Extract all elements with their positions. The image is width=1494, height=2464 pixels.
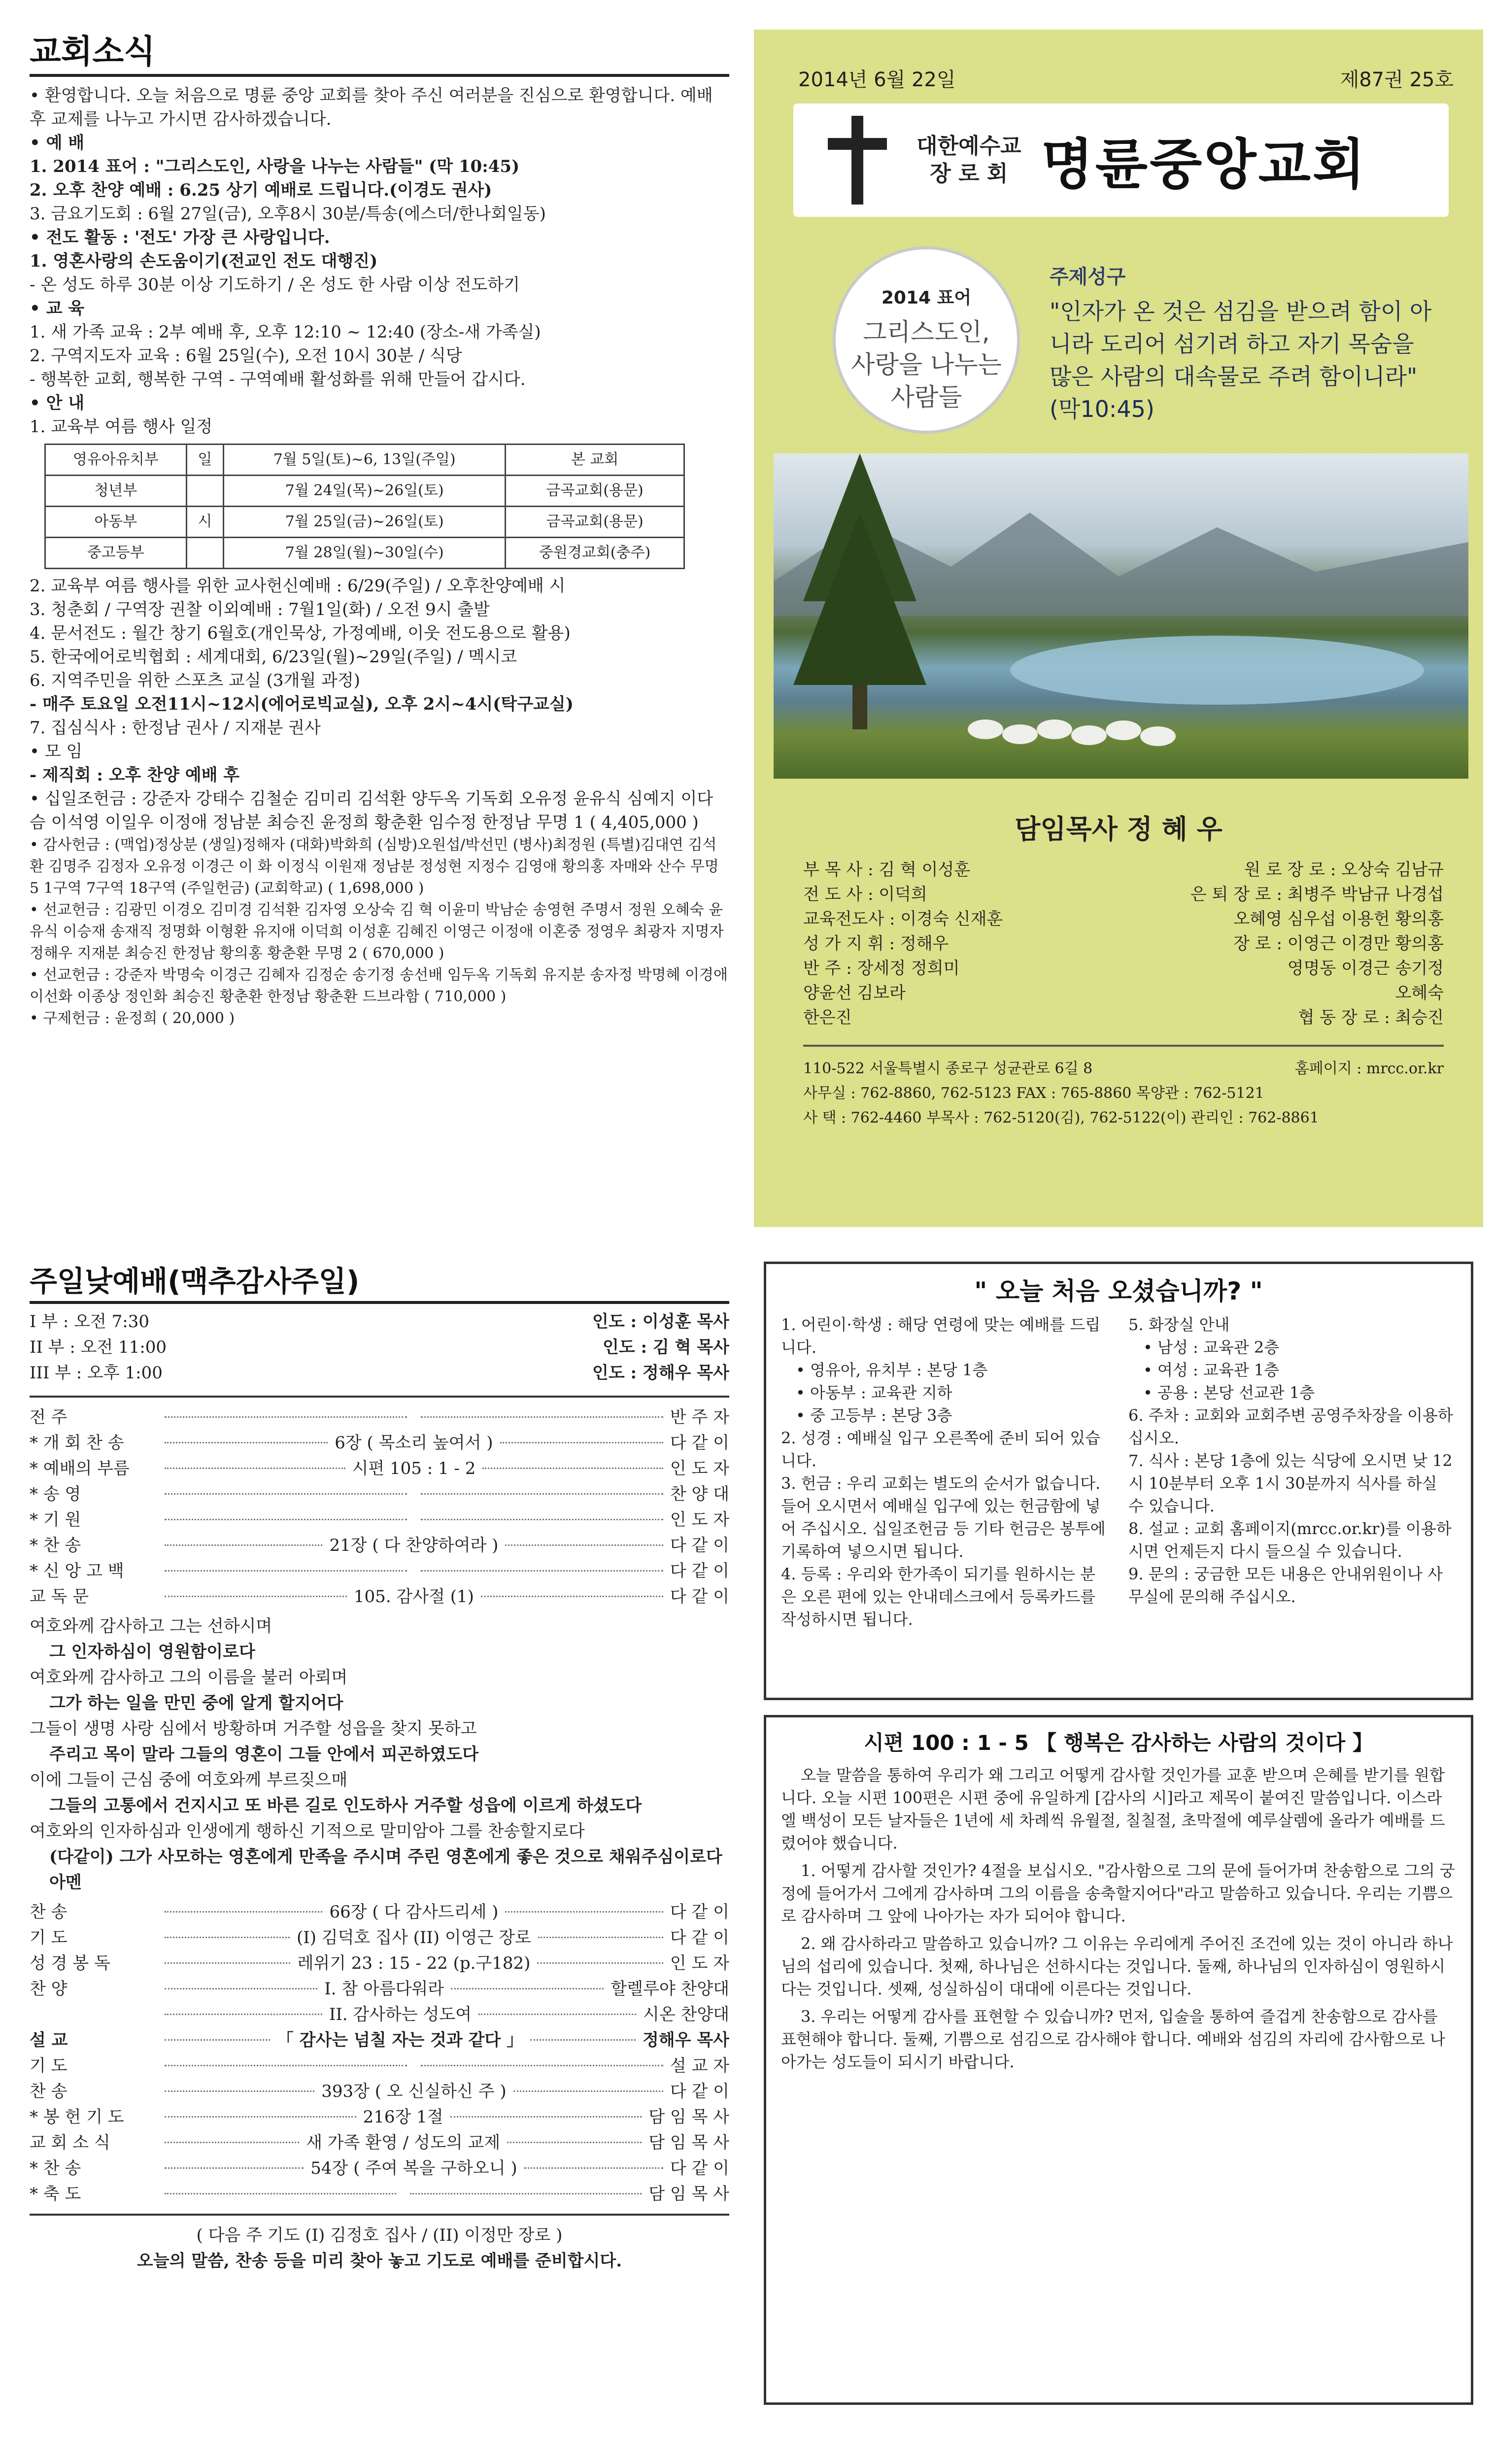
dotted-leader <box>421 1493 663 1495</box>
table-cell: 중원경교회(충주) <box>506 538 684 569</box>
order-detail: (I) 김덕호 집사 (II) 이영근 장로 <box>297 1928 531 1948</box>
order-row <box>30 2130 729 2156</box>
order-person: 다 같 이 <box>670 1902 729 1922</box>
church-address: 110-522 서울특별시 종로구 성균관로 6길 8 <box>803 1060 1093 1077</box>
dotted-leader <box>165 1442 328 1443</box>
dotted-leader <box>165 1493 407 1495</box>
sunday-service-panel <box>30 1262 729 2439</box>
order-detail: 레위기 23 : 15 - 22 (p.구182) <box>297 1953 531 1973</box>
order-person: 반 주 자 <box>670 1407 729 1427</box>
order-detail: 393장 ( 오 신실하신 주 ) <box>321 2082 507 2101</box>
dotted-leader <box>513 2090 663 2092</box>
dotted-leader <box>538 1937 663 1938</box>
order-row <box>30 1456 729 1481</box>
welcome-guide-item: 2. 성경 : 예배실 입구 오른쪽에 준비 되어 있습니다. <box>781 1429 1101 1470</box>
dotted-leader <box>165 2065 407 2066</box>
table-cell: 청년부 <box>45 476 187 507</box>
order-item: * 송 영 <box>30 1484 81 1504</box>
summer-event-table <box>44 444 685 569</box>
order-row <box>30 2079 729 2104</box>
welcome-guide-item: 8. 설교 : 교회 홈페이지(mrcc.or.kr)를 이용하시면 언제든지 다시 들으실 수 있습니다. <box>1128 1519 1452 1561</box>
order-person: 시온 찬양대 <box>643 2005 729 2024</box>
news-item: • 예 배 <box>30 133 85 153</box>
news-item: 2. 구역지도자 교육 : 6월 25일(수), 오전 10시 30분 / 식당 <box>30 346 462 366</box>
order-item: * 찬 송 <box>30 2158 81 2178</box>
dotted-leader <box>165 2142 299 2143</box>
sermon-paragraph: 1. 어떻게 감사할 것인가? 4절을 보십시오. "감사함으로 그의 문에 들어가며 찬송함으로 그의 궁정에 들어가서 그에게 감사하며 그의 이름을 송축할지어다"라고 말씀하고 있습니다. 우리는 기쁨으로 감사하며 그 앞에 나아가는 자가 되어야 합니다. <box>781 1861 1455 1925</box>
order-detail: 「 감사는 넘칠 자는 것과 같다 」 <box>276 2030 524 2050</box>
order-row <box>30 1404 729 1430</box>
order-item: 기 도 <box>30 2056 68 2076</box>
order-row <box>30 2027 729 2053</box>
order-detail: 새 가족 환영 / 성도의 교제 <box>306 2133 501 2153</box>
table-row <box>45 538 684 569</box>
dotted-leader <box>165 1596 347 1597</box>
news-title: 교회소식 <box>30 30 729 77</box>
order-row <box>30 1584 729 1609</box>
order-detail: 216장 1절 <box>363 2107 443 2127</box>
senior-pastor: 담임목사 정 혜 우 <box>1015 814 1222 845</box>
order-row <box>30 2053 729 2079</box>
news-item: 1. 2014 표어 : "그리스도인, 사랑을 나누는 사람들" (막 10:45) <box>30 157 520 176</box>
news-item: - 제직회 : 오후 찬양 예배 후 <box>30 765 240 785</box>
sermon-paragraph: 2. 왜 감사하라고 말씀하고 있습니까? 그 이유는 우리에게 주어진 조건에 있는 것이 아니라 하나님의 섭리에 있습니다. 첫째, 하나님은 선하시다는 것입니다. 둘째, 하나님의 인자하심이 영원하시다는 것입니다. 셋째, 성실하심이 대대에 이른다는 것입니다. <box>781 1934 1453 1998</box>
order-item: * 신 앙 고 백 <box>30 1561 124 1581</box>
order-item: 교 독 문 <box>30 1587 89 1607</box>
responsive-reading: 여호와께 감사하고 그는 선하시며 그 인자하심이 영원함이로다 여호와께 감사하고 그의 이름을 불러 아뢰며 그가 하는 일을 만민 중에 알게 할지어다 그들이 생명 사랑 심에서 방황하며 거주할 성읍을 찾지 못하고 주리고 목이 말라 그들의 영혼이 그들 안에서 피곤하였도다 이에 그들이 근심 중에 여호와께 부르짖으매 그들의 고통에서 건지시고 또 바른 길로 인도하사 거주할 성읍에 이르게 하셨도다 여호와의 인자하심과 인생에게 행하신 기적으로 말미암아 그를 찬송할지로다 (다같이) 그가 사모하는 영혼에게 만족을 주시며 주린 영혼에게 좋은 것으로 채워주심이로다 아멘 <box>30 1616 722 1892</box>
order-row <box>30 1976 729 2002</box>
order-person: 다 같 이 <box>670 1587 729 1607</box>
dotted-leader <box>165 1962 290 1964</box>
order-person: 담 임 목 사 <box>648 2107 729 2127</box>
church-phone-1: 사무실 : 762-8860, 762-5123 FAX : 765-8860 목양관 : 762-5121 <box>803 1085 1264 1102</box>
order-row <box>30 1481 729 1507</box>
dotted-leader <box>450 2116 642 2118</box>
order-person: 다 같 이 <box>670 2158 729 2178</box>
order-person: 담 임 목 사 <box>648 2133 729 2153</box>
order-row <box>30 2181 729 2207</box>
welcome-guide-item: 3. 헌금 : 우리 교회는 별도의 순서가 없습니다. 들어 오시면서 예배실 입구에 있는 헌금함에 넣어 주십시오. 십일조헌금 등 기타 헌금은 봉투에 기록하여 넣으시면 됩니다. <box>781 1474 1106 1561</box>
order-item: * 예배의 부름 <box>30 1459 130 1478</box>
cross-logo <box>808 111 907 209</box>
dotted-leader <box>165 1468 345 1469</box>
table-cell <box>186 476 224 507</box>
staff-list: 부 목 사 : 김 혁 이성훈 원 로 장 로 : 오상숙 김남규 전 도 사 : 이덕희 은 퇴 장 로 : 최병주 박남규 나경섭 교육전도사 : 이경숙 신재훈 오혜영 심우섭 이용헌 황의홍 성 가 지 휘 : 정해우 장 로 : 이영근 이경만 황의홍 반 주 : 장세정 정희미 영명동 이경근 송기정 양윤선 김보라 오혜숙 한은진 협 동 장 로 : 최승진 <box>803 860 1444 1027</box>
order-item: 전 주 <box>30 1407 68 1427</box>
order-item: 찬 송 <box>30 2082 68 2101</box>
news-item: • 전도 활동 : '전도' 가장 큰 사랑입니다. <box>30 228 330 247</box>
order-person: 찬 양 대 <box>670 1484 729 1504</box>
sermon-paragraph: 3. 우리는 어떻게 감사를 표현할 수 있습니까? 먼저, 입술을 통하여 즐겁게 찬송함으로 감사를 표현해야 합니다. 둘째, 기쁨으로 섬김으로 감사해야 합니다. 예배와 섬김의 자리에 감사함으로 나아가는 성도들이 되시기 바랍니다. <box>781 2007 1445 2071</box>
news-item: 7. 집심식사 : 한정남 권사 / 지재분 권사 <box>30 718 321 738</box>
offering-list: • 선교헌금 : 김광민 이경오 김미경 김석환 김자영 오상숙 김 혁 이윤미 박남순 송영현 주명서 정원 오혜숙 윤유식 이승재 송재직 정명화 이형환 유지애 이덕희 이성훈 김혜진 이영근 이정애 이혼중 정영우 최광자 지명자 정해우 지재분 최승진 한정남 황의홍 황춘환 무명 2 ( 670,000 ) <box>30 901 724 962</box>
dotted-leader <box>165 2116 356 2118</box>
dotted-leader <box>421 2065 663 2066</box>
news-item: 3. 청춘회 / 구역장 권찰 이외예배 : 7월1일(화) / 오전 9시 출발 <box>30 600 490 619</box>
order-item: 교 회 소 식 <box>30 2133 110 2153</box>
order-item: * 기 원 <box>30 1510 81 1530</box>
welcome-guide-item: • 아동부 : 교육관 지하 <box>796 1383 952 1402</box>
order-person: 인 도 자 <box>670 1953 729 1973</box>
news-item: • 모 임 <box>30 742 83 761</box>
order-item: * 개 회 찬 송 <box>30 1433 124 1453</box>
news-panel <box>30 30 729 1227</box>
table-row <box>45 445 684 476</box>
order-item: 성 경 봉 독 <box>30 1953 110 1973</box>
order-detail: 21장 ( 다 찬양하여라 ) <box>329 1536 499 1555</box>
table-row <box>45 507 684 538</box>
theme-label: 주제성구 <box>1050 266 1126 288</box>
order-item: * 축 도 <box>30 2184 81 2204</box>
news-item: 1. 영혼사랑의 손도움이기(전교인 전도 대행진) <box>30 251 378 271</box>
dotted-leader <box>165 2090 314 2092</box>
order-item: 찬 양 <box>30 1979 68 1999</box>
dotted-leader <box>165 1416 407 1418</box>
welcome-guide-item: 4. 등록 : 우리와 한가족이 되기를 원하시는 분은 오른 편에 있는 안내데스크에서 등록카드를 작성하시면 됩니다. <box>781 1565 1096 1629</box>
welcome-guide-item: • 여성 : 교육관 1층 <box>1143 1361 1280 1379</box>
order-row <box>30 1899 729 1925</box>
theme-verse-box <box>1050 261 1434 425</box>
order-item: * 찬 송 <box>30 1536 81 1555</box>
table-cell: 영유아유치부 <box>45 445 187 476</box>
order-row <box>30 1925 729 1951</box>
dotted-leader <box>165 2193 396 2194</box>
welcome-guide-item: • 공용 : 본당 선교관 1층 <box>1143 1383 1315 1402</box>
dotted-leader <box>500 1442 663 1443</box>
order-item: 찬 송 <box>30 1902 68 1922</box>
table-cell: 7월 28일(월)~30일(수) <box>224 538 506 569</box>
motto-year: 2014 표어 <box>881 288 972 308</box>
worship-order-continued <box>30 1899 729 2207</box>
issue-number: 제87권 25호 <box>1340 68 1454 91</box>
dotted-leader <box>507 2142 642 2143</box>
table-cell: 아동부 <box>45 507 187 538</box>
dotted-leader <box>165 1519 407 1520</box>
cover-landscape-image <box>774 453 1468 779</box>
news-item: - 행복한 교회, 행복한 구역 - 구역예배 활성화를 위해 만들어 갑시다. <box>30 370 526 389</box>
order-person: 다 같 이 <box>670 1928 729 1948</box>
news-item: • 안 내 <box>30 393 85 413</box>
news-item: 5. 한국에어로빅협회 : 세계대회, 6/23일(월)~29일(주일) / 멕시코 <box>30 647 517 667</box>
dotted-leader <box>482 1468 663 1469</box>
dotted-leader <box>165 1988 317 1989</box>
table-cell <box>186 538 224 569</box>
dotted-leader <box>537 1962 663 1964</box>
welcome-guide-item: 6. 주차 : 교회와 교회주변 공영주차장을 이용하십시오. <box>1128 1406 1453 1447</box>
news-item: • 환영합니다. 오늘 처음으로 명륜 중앙 교회를 찾아 주신 여러분을 진심으로 환영합니다. 예배 후 교제를 나누고 가시면 감사하겠습니다. <box>30 86 713 129</box>
news-item: 3. 금요기도회 : 6월 27일(금), 오후8시 30분/특송(에스더/한나회일동) <box>30 204 546 224</box>
dotted-leader <box>165 1937 290 1938</box>
order-row <box>30 1430 729 1456</box>
news-item: • 십일조헌금 : 강준자 강태수 김철순 김미리 김석환 양두옥 기독회 오유정 윤유식 심예지 이다슴 이석영 이일우 이정애 정남분 최승진 윤정희 황춘환 임수정 한정남 무명 1 ( 4,405,000 ) <box>30 789 713 832</box>
dotted-leader <box>530 2039 636 2041</box>
order-row <box>30 2156 729 2181</box>
offering-list: • 구제헌금 : 윤정희 ( 20,000 ) <box>30 1010 235 1027</box>
order-row <box>30 2104 729 2130</box>
cover-date-bar <box>798 64 1454 92</box>
issue-date: 2014년 6월 22일 <box>798 68 956 91</box>
cover-panel <box>754 30 1483 1227</box>
preparation-note: 오늘의 말씀, 찬송 등을 미리 찾아 놓고 기도로 예배를 준비합시다. <box>136 2251 622 2271</box>
offering-list: • 선교헌금 : 강준자 박명숙 이경근 김혜자 김정순 송기정 송선배 임두옥 기독회 유지분 송자정 박명혜 이경애 이선화 이종상 정인화 최승진 황춘환 한정남 황춘환 드브라함 ( 710,000 ) <box>30 966 728 1005</box>
order-detail: 6장 ( 목소리 높여서 ) <box>335 1433 493 1453</box>
order-person: 인 도 자 <box>670 1510 729 1530</box>
order-person: 다 같 이 <box>670 1433 729 1453</box>
dotted-leader <box>165 2039 270 2041</box>
order-detail: 54장 ( 주여 복을 구하오니 ) <box>310 2158 517 2178</box>
dotted-leader <box>451 1988 604 1989</box>
next-week-prayer: ( 다음 주 기도 (I) 김정호 집사 / (II) 이정만 장로 ) <box>196 2225 563 2245</box>
dotted-leader <box>165 1544 322 1546</box>
news-item: 4. 문서전도 : 월간 창기 6월호(개인묵상, 가정예배, 이웃 전도용으로 활용) <box>30 623 571 643</box>
church-phone-2: 사 택 : 762-4460 부목사 : 762-5120(김), 762-5122(이) 관리인 : 762-8861 <box>803 1109 1319 1127</box>
sermon-title: 시편 100 : 1 - 5 【 행복은 감사하는 사람의 것이다 】 <box>864 1731 1373 1755</box>
dotted-leader <box>505 1544 663 1546</box>
dotted-leader <box>165 2167 304 2169</box>
order-item: 설 교 <box>30 2030 68 2050</box>
motto-badge <box>833 246 1020 434</box>
table-cell: 금곡교회(용문) <box>506 476 684 507</box>
sunday-title: 주일낮예배(맥추감사주일) <box>30 1262 729 1304</box>
order-detail: II. 감사하는 성도여 <box>329 2005 472 2024</box>
welcome-box <box>764 1262 1473 1700</box>
order-row <box>30 1507 729 1533</box>
welcome-guide-item: 9. 문의 : 궁금한 모든 내용은 안내위원이나 사무실에 문의해 주십시오. <box>1128 1565 1443 1606</box>
welcome-guide-item: • 영유아, 유치부 : 본당 1층 <box>796 1361 988 1379</box>
order-row <box>30 2002 729 2027</box>
table-cell: 일 <box>186 445 224 476</box>
offering-list: • 감사헌금 : (맥업)정상분 (생일)정해자 (대화)박화희 (심방)오원섭/박선민 (병사)최정원 (특별)김대연 김석환 김명주 김정자 오유정 이경근 이 화 이정식 이원재 정남분 정성현 지정수 김영애 황의홍 자매와 산수 무명 5 1구역 7구역 18구역 (주일헌금) (교회학교) ( 1,698,000 ) <box>30 836 719 897</box>
service-times: I 부 : 오전 7:30 인도 : 이성훈 목사 II 부 : 오전 11:00 인도 : 김 혁 목사 III 부 : 오후 1:00 인도 : 정해우 목사 <box>30 1312 729 1383</box>
dotted-leader <box>165 1570 407 1572</box>
welcome-guide-item: • 남성 : 교육관 2층 <box>1143 1338 1280 1357</box>
order-person: 담 임 목 사 <box>648 2184 729 2204</box>
dotted-leader <box>165 1911 322 1913</box>
welcome-title: " 오늘 처음 오셨습니까? " <box>974 1277 1263 1305</box>
welcome-guide-item: 5. 화장실 안내 <box>1128 1315 1230 1334</box>
church-header <box>793 103 1449 217</box>
dotted-leader <box>421 1570 663 1572</box>
order-row <box>30 1558 729 1584</box>
dotted-leader <box>524 2167 663 2169</box>
order-detail: 66장 ( 다 감사드리세 ) <box>329 1902 499 1922</box>
dotted-leader <box>505 1911 663 1913</box>
order-detail: I. 참 아름다워라 <box>324 1979 444 1999</box>
dotted-leader <box>165 2014 322 2015</box>
table-cell: 7월 24일(목)~26일(토) <box>224 476 506 507</box>
table-row <box>45 476 684 507</box>
dotted-leader <box>410 2193 642 2194</box>
table-cell: 시 <box>186 507 224 538</box>
news-item: 2. 교육부 여름 행사를 위한 교사헌신예배 : 6/29(주일) / 오후찬양예배 시 <box>30 576 566 596</box>
news-item: 1. 새 가족 교육 : 2부 예배 후, 오후 12:10 ~ 12:40 (장소-새 가족실) <box>30 322 541 342</box>
worship-order <box>30 1404 729 1609</box>
order-person: 정해우 목사 <box>642 2030 729 2050</box>
order-person: 할렐루야 찬양대 <box>611 1979 729 1999</box>
welcome-sermon-panel <box>764 1262 1473 2439</box>
denomination-line1: 대한예수교 <box>917 134 1021 159</box>
dotted-leader <box>478 2014 636 2015</box>
welcome-guide-item: 7. 식사 : 본당 1층에 있는 식당에 오시면 낮 12시 10분부터 오후 1시 30분까지 식사를 하실 수 있습니다. <box>1128 1451 1453 1515</box>
order-row <box>30 1533 729 1558</box>
dotted-leader <box>481 1596 663 1597</box>
order-person: 다 같 이 <box>670 1536 729 1555</box>
news-item: 6. 지역주민을 위한 스포츠 교실 (3개월 과정) <box>30 671 360 690</box>
order-person: 설 교 자 <box>670 2056 729 2076</box>
news-item: • 교 육 <box>30 299 85 318</box>
dotted-leader <box>421 1519 663 1520</box>
order-person: 다 같 이 <box>670 1561 729 1581</box>
motto-text: 그리스도인, 사랑을 나누는 사람들 <box>851 318 1002 411</box>
church-name: 명륜중앙교회 <box>1041 133 1367 196</box>
theme-verse: "인자가 온 것은 섬김을 받으려 함이 아니라 도리어 섬기려 하고 자기 목숨을 많은 사람의 대속물로 주려 함이니라" (막10:45) <box>1050 298 1432 422</box>
dotted-leader <box>421 1416 663 1418</box>
welcome-guide-item: • 중 고등부 : 본당 3층 <box>796 1406 952 1425</box>
order-item: 기 도 <box>30 1928 68 1948</box>
order-detail: 105. 감사절 (1) <box>353 1587 474 1607</box>
table-cell: 중고등부 <box>45 538 187 569</box>
order-person: 인 도 자 <box>670 1459 729 1478</box>
church-homepage: 홈페이지 : mrcc.or.kr <box>1294 1060 1444 1077</box>
welcome-guide-item: 1. 어린이·학생 : 해당 연령에 맞는 예배를 드립니다. <box>781 1315 1101 1357</box>
table-cell: 본 교회 <box>506 445 684 476</box>
denomination-line2: 장 로 회 <box>930 161 1008 186</box>
news-item: 1. 교육부 여름 행사 일정 <box>30 417 213 437</box>
order-detail: 시편 105 : 1 - 2 <box>352 1459 476 1478</box>
order-person: 다 같 이 <box>670 2082 729 2101</box>
table-cell: 7월 25일(금)~26일(토) <box>224 507 506 538</box>
table-cell: 금곡교회(용문) <box>506 507 684 538</box>
news-item: 2. 오후 찬양 예배 : 6.25 상기 예배로 드립니다.(이경도 권사) <box>30 180 492 200</box>
table-cell: 7월 5일(토)~6, 13일(주일) <box>224 445 506 476</box>
order-item: * 봉 헌 기 도 <box>30 2107 124 2127</box>
sermon-box <box>764 1715 1473 2405</box>
sermon-paragraph: 오늘 말씀을 통하여 우리가 왜 그리고 어떻게 감사할 것인가를 교훈 받으며 은혜를 받기를 원합니다. 오늘 시편 100편은 시편 중에 유일하게 [감사의 시]라고 제목이 붙여진 말씀입니다. 이스라엘 백성이 모든 날자들은 1년에 세 차례씩 유월절, 칠칠절, 초막절에 예루살렘에 올라가 예배를 드렸어야 했습니다. <box>781 1766 1445 1852</box>
news-item: - 매주 토요일 오전11시~12시(에어로빅교실), 오후 2시~4시(탁구교실) <box>30 694 574 714</box>
order-row <box>30 1951 729 1976</box>
news-item: - 온 성도 하루 30분 이상 기도하기 / 온 성도 한 사람 이상 전도하기 <box>30 275 520 295</box>
church-contact <box>803 1045 1444 1130</box>
